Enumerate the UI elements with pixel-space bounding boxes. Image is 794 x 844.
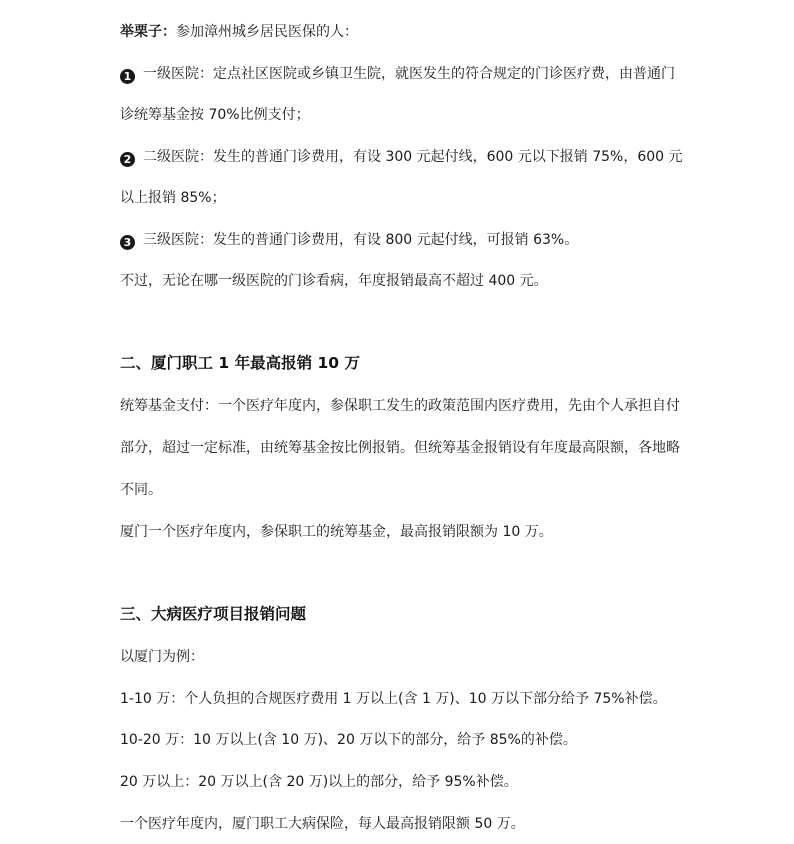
section2-paragraph-line: 不同。 [120,482,162,498]
list-item-text: 三级医院：发生的普通门诊费用，有设 800 元起付线，可报销 63%。 [143,232,579,248]
number-1-icon: 1 [120,69,135,84]
intro-label: 举栗子： [120,24,176,40]
section2-paragraph-2: 厦门一个医疗年度内，参保职工的统筹基金，最高报销限额为 10 万。 [120,524,553,540]
section3-heading: 三、大病医疗项目报销问题 [120,605,307,623]
section3-intro: 以厦门为例： [120,649,204,665]
list-item: 10-20 万：10 万以上(含 10 万)、20 万以下的部分，给予 85%的补偿。 [120,732,577,748]
number-3-icon: 3 [120,235,135,250]
list-item-text: 一级医院：定点社区医院或乡镇卫生院，就医发生的符合规定的门诊医疗费，由普通门 [143,66,675,82]
section2-heading: 二、厦门职工 1 年最高报销 10 万 [120,354,360,372]
list-item-level-2 [120,147,683,167]
intro-line [120,22,358,42]
list-item-text: 二级医院：发生的普通门诊费用，有设 300 元起付线，600 元以下报销 75%，600 元 [143,149,683,165]
section2-paragraph-line: 统筹基金支付：一个医疗年度内，参保职工发生的政策范围内医疗费用，先由个人承担自付 [120,398,680,414]
list-item: 20 万以上：20 万以上(含 20 万)以上的部分，给予 95%补偿。 [120,774,518,790]
section2-paragraph-line: 部分，超过一定标准，由统筹基金按比例报销。但统筹基金报销设有年度最高限额，各地略 [120,440,680,456]
list-item-level-3 [120,230,578,250]
list-item: 1-10 万：个人负担的合规医疗费用 1 万以上(含 1 万)、10 万以下部分给予 75%补偿。 [120,691,667,707]
list-item: 一个医疗年度内，厦门职工大病保险，每人最高报销限额 50 万。 [120,816,525,832]
list-item-continuation: 诊统筹基金按 70%比例支付； [120,107,310,123]
number-2-icon: 2 [120,152,135,167]
list-item-continuation: 以上报销 85%； [120,190,226,206]
intro-text: 参加漳州城乡居民医保的人： [176,24,358,40]
list-item-level-1 [120,64,675,84]
section1-note: 不过，无论在哪一级医院的门诊看病，年度报销最高不超过 400 元。 [120,273,548,289]
